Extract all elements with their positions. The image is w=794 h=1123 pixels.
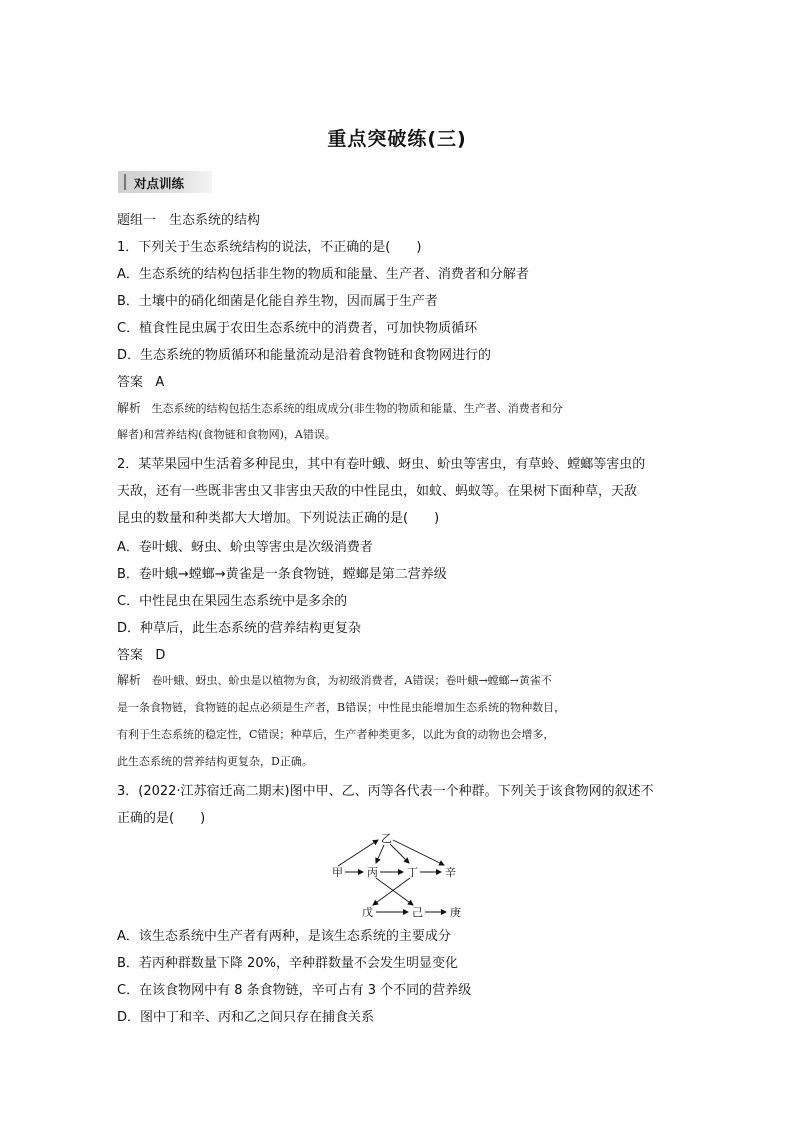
q2-stem-line-1: 2．某苹果园中生活着多种昆虫，其中有卷叶蛾、蚜虫、蚧虫等害虫，有草蛉、螳螂等害虫的 <box>117 457 646 472</box>
q2-option-a: A．卷叶蛾、蚜虫、蚧虫等害虫是次级消费者 <box>117 540 373 555</box>
edge-bing-ji <box>376 878 413 905</box>
node-yi: 乙 <box>381 832 392 845</box>
group-heading: 题组一 生态系统的结构 <box>117 213 261 228</box>
q1-answer-label: 答案 <box>117 375 144 390</box>
node-bing: 丙 <box>367 866 378 879</box>
q2-explanation-line-3: 有利于生态系统的稳定性，C错误；种草后，生产者种类更多，以此为食的动物也会增多， <box>117 728 555 741</box>
q1-explanation-label: 解析 <box>117 401 142 415</box>
food-web-diagram <box>320 826 470 922</box>
q1-option-b: B．土壤中的硝化细菌是化能自养生物，因而属于生产者 <box>117 294 438 309</box>
q2-option-b: B．卷叶蛾→螳螂→黄雀是一条食物链，螳螂是第二营养级 <box>117 567 447 582</box>
q3-option-a: A．该生态系统中生产者有两种，是该生态系统的主要成分 <box>117 929 451 944</box>
q3-stem-line-2: 正确的是( ) <box>117 811 206 826</box>
q1-explanation-line-2: 解者)和营养结构(食物链和食物网)，A错误。 <box>117 428 336 441</box>
section-tag-label: 对点训练 <box>134 176 185 191</box>
q2-option-d: D．种草后，此生态系统的营养结构更复杂 <box>117 621 362 636</box>
node-geng: 庚 <box>450 906 461 919</box>
q3-stem-line-1: 3．(2022·江苏宿迁高二期末)图中甲、乙、丙等各代表一个种群。下列关于该食物网的叙述不 <box>117 784 654 799</box>
q2-answer-label: 答案 <box>117 648 144 663</box>
q3-option-b: B．若丙种群数量下降 20%，辛种群数量不会发生明显变化 <box>117 956 458 971</box>
q2-stem-line-2: 天敌，还有一些既非害虫又非害虫天敌的中性昆虫，如蚊、蚂蚁等。在果树下面种草，天敌 <box>117 484 638 499</box>
edge-ding-wu <box>373 878 410 905</box>
q3-option-c: C．在该食物网中有 8 条食物链，辛可占有 3 个不同的营养级 <box>117 983 472 998</box>
q1-option-a: A．生态系统的结构包括非生物的物质和能量、生产者、消费者和分解者 <box>117 267 529 282</box>
q1-explanation-line-1 <box>117 399 563 416</box>
page-title: 重点突破练(三) <box>327 128 467 150</box>
node-jia: 甲 <box>332 866 343 879</box>
q2-answer-value: D <box>155 648 166 663</box>
q2-explanation-line-4: 此生态系统的营养结构更复杂，D正确。 <box>117 755 313 768</box>
node-xin: 辛 <box>445 866 456 879</box>
q1-option-d: D．生态系统的物质循环和能量流动是沿着食物链和食物网进行的 <box>117 348 492 363</box>
q2-option-c: C．中性昆虫在果园生态系统中是多余的 <box>117 594 348 609</box>
q3-option-d: D．图中丁和辛、丙和乙之间只存在捕食关系 <box>117 1010 375 1025</box>
q2-explanation-line-1 <box>117 671 552 688</box>
q2-explanation-text-1: 卷叶蛾、蚜虫、蚧虫是以植物为食，为初级消费者，A错误；卷叶蛾→螳螂→黄雀不 <box>151 674 552 687</box>
section-tag <box>118 171 212 193</box>
node-ji: 己 <box>412 906 423 919</box>
q2-explanation-line-2: 是一条食物链，食物链的起点必须是生产者，B错误；中性昆虫能增加生态系统的物种数目， <box>117 701 566 714</box>
q2-stem-line-3: 昆虫的数量和种类都大大增加。下列说法正确的是( ) <box>117 511 440 526</box>
edge-jia-yi <box>338 840 378 866</box>
q2-answer <box>117 644 165 663</box>
q1-option-c: C．植食性昆虫属于农田生态系统中的消费者，可加快物质循环 <box>117 321 478 336</box>
q2-explanation-label: 解析 <box>117 673 142 687</box>
edge-yi-xin <box>393 840 444 865</box>
node-ding: 丁 <box>407 866 418 879</box>
q1-answer <box>117 371 164 390</box>
node-wu: 戊 <box>362 906 373 919</box>
q1-explanation-text-1: 生态系统的结构包括生态系统的组成成分(非生物的物质和能量、生产者、消费者和分 <box>151 402 563 415</box>
q1-stem: 1．下列关于生态系统结构的说法，不正确的是( ) <box>117 240 422 255</box>
edge-yi-bing <box>376 845 384 863</box>
section-tag-bar <box>124 174 126 190</box>
q1-answer-value: A <box>155 375 165 390</box>
